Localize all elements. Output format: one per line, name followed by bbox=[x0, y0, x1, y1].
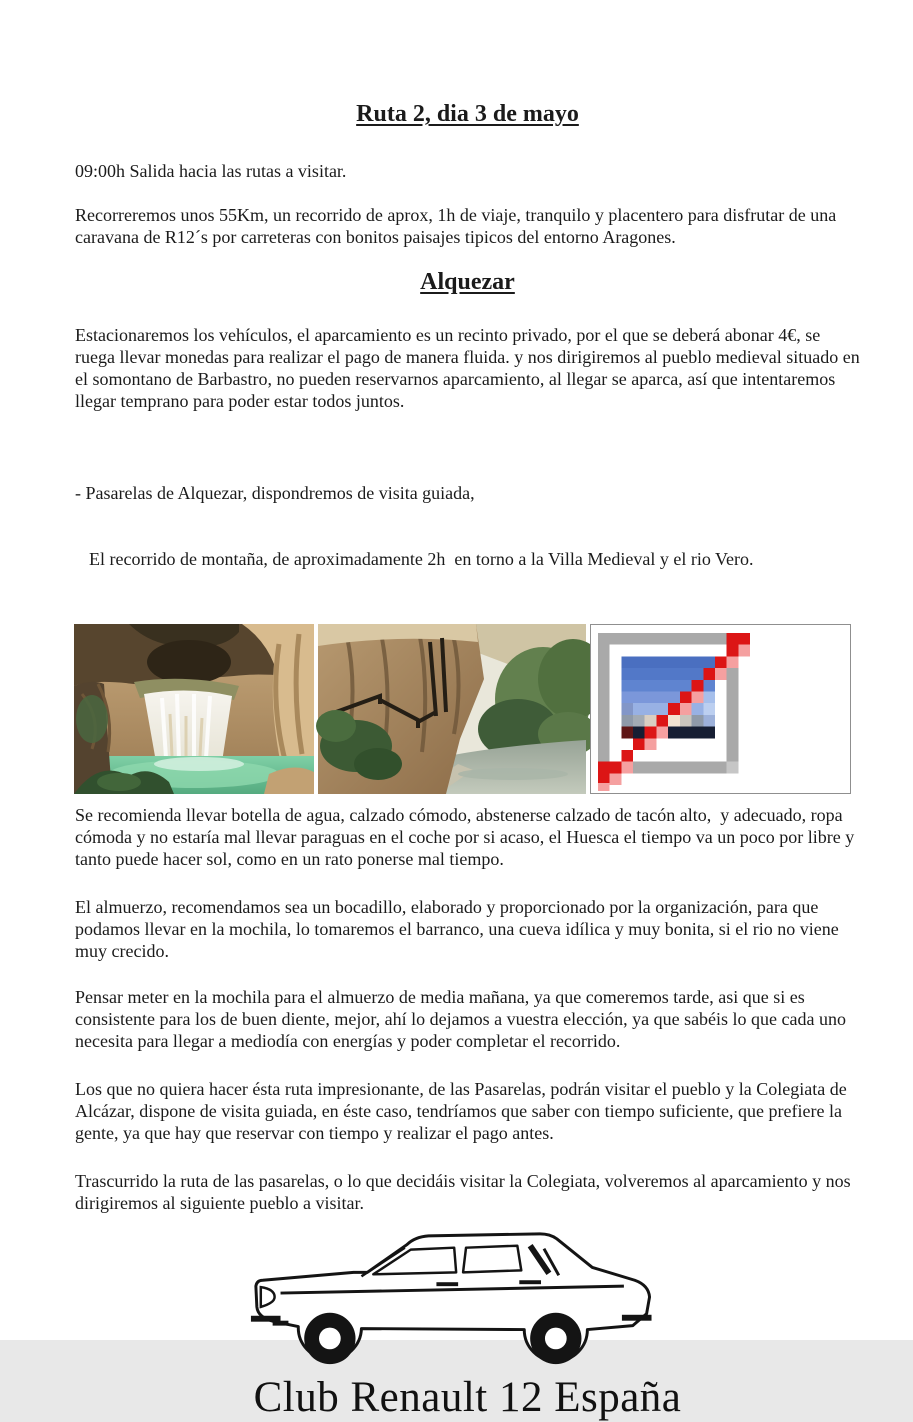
paragraph-salida: 09:00h Salida hacia las rutas a visitar. bbox=[75, 161, 347, 181]
pasarelas-photo-art bbox=[318, 624, 586, 794]
page-title: Ruta 2, dia 3 de mayo bbox=[356, 101, 579, 127]
club-logo-text: Club Renault 12 España bbox=[253, 1374, 682, 1421]
broken-image-icon bbox=[594, 629, 754, 791]
photo-row bbox=[74, 624, 860, 794]
paragraph-recomendaciones: Se recomienda llevar botella de agua, calzado cómodo, abstenerse calzado de tacón alto, y adecuado, ropa cómoda y no estaría mal llevar paraguas en el coche por si acaso, el Huesca el tiempo va un poco por libre y tanto puede hacer sol, como en un rato ponerse mal tiempo. bbox=[75, 805, 859, 869]
paragraph-aparcamiento: Estacionaremos los vehículos, el aparcamiento es un recinto privado, por el que se deberá abonar 4€, se ruega llevar monedas para realizar el pago de manera fluida. y nos dirigiremos al pueblo medieval situado en el somontano de Barbastro, no pueden reservarnos aparcamiento, al llegar se aparca, así que intentaremos llegar temprano para poder estar todos juntos. bbox=[75, 325, 865, 411]
waterfall-photo bbox=[74, 624, 314, 794]
club-logo bbox=[75, 1224, 860, 1422]
broken-image-placeholder bbox=[590, 624, 851, 794]
pasarelas-line-2: El recorrido de montaña, de aproximadamente 2h en torno a la Villa Medieval y el rio Vero. bbox=[89, 549, 754, 569]
paragraph-regreso: Trascurrido la ruta de las pasarelas, o lo que decidáis visitar la Colegiata, volveremos al aparcamiento y nos dirigiremos al siguiente pueblo a visitar. bbox=[75, 1171, 856, 1213]
renault-12-car-drawing bbox=[248, 1224, 688, 1372]
paragraph-mochila: Pensar meter en la mochila para el almuerzo de media mañana, ya que comeremos tarde, asi que si es consistente para los de buen diente, mejor, ahí lo dejamos a vuestra elección, ya que sabéis lo que cada uno necesita para llegar a mediodía con energías y poder completar el recorrido. bbox=[75, 987, 851, 1051]
paragraph-recorrido: Recorreremos unos 55Km, un recorrido de aprox, 1h de viaje, tranquilo y placentero para disfrutar de una caravana de R12´s por carreteras con bonitos paisajes tipicos del entorno Aragones. bbox=[75, 205, 841, 247]
section-heading-alquezar: Alquezar bbox=[420, 269, 515, 295]
paragraph-almuerzo: El almuerzo, recomendamos sea un bocadillo, elaborado y proporcionado por la organización, para que podamos llevar en la mochila, lo tomaremos el barranco, una cueva idílica y muy bonita, si el rio no viene muy crecido. bbox=[75, 897, 844, 961]
pasarelas-line-1: - Pasarelas de Alquezar, dispondremos de visita guiada, bbox=[75, 483, 475, 503]
waterfall-photo-art bbox=[74, 624, 314, 794]
paragraph-colegiata: Los que no quiera hacer ésta ruta impresionante, de las Pasarelas, podrán visitar el pueblo y la Colegiata de Alcázar, dispone de visita guiada, en éste caso, tendríamos que saber con tiempo suficiente, que prefiere la gente, ya que hay que reservar con tiempo y realizar el pago antes. bbox=[75, 1079, 851, 1143]
pasarelas-photo bbox=[318, 624, 586, 794]
paragraph-pasarelas bbox=[75, 438, 860, 614]
